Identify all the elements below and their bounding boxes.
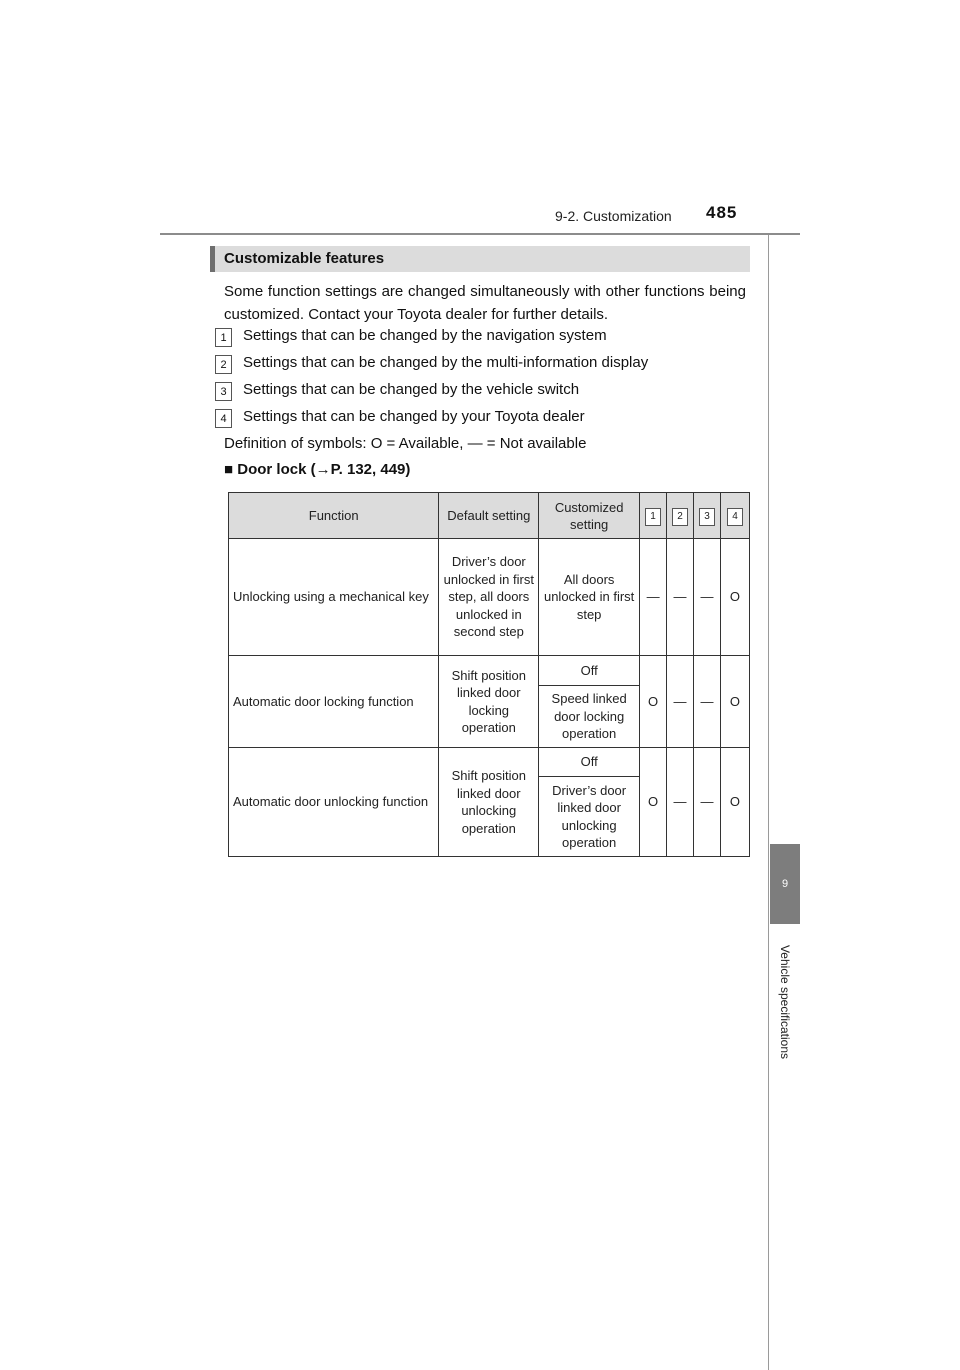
number-1-icon: 1 <box>645 508 661 526</box>
page-reference-link[interactable]: P. 132, 449) <box>330 461 411 478</box>
legend-number: 1 <box>215 328 232 347</box>
availability-cell: O <box>720 656 749 748</box>
section-heading: Customizable features <box>224 250 385 267</box>
intro-paragraph: Some function settings are changed simultaneously with other functions being customized. Contact your Toyota dealer for further details. <box>224 283 746 323</box>
arrow-right-icon: → <box>315 461 331 478</box>
legend-number: 2 <box>215 355 232 374</box>
legend-text: Settings that can be changed by the navigation system <box>243 327 607 344</box>
customized-cell: Speed linked door locking operation <box>539 686 640 748</box>
table-header-row <box>229 493 750 539</box>
legend-number: 4 <box>215 409 232 428</box>
legend-text: Settings that can be changed by the multi-information display <box>243 354 649 371</box>
side-divider <box>768 235 769 1370</box>
table-row <box>229 748 750 777</box>
chapter-title: Vehicle specifications <box>778 944 792 1060</box>
number-2-icon: 2 <box>672 508 688 526</box>
chapter-number: 9 <box>781 878 789 890</box>
availability-cell: — <box>640 539 667 656</box>
function-cell: Automatic door locking function <box>229 656 439 748</box>
legend-text: Settings that can be changed by the vehicle switch <box>243 381 580 398</box>
customized-cell: All doors unlocked in first step <box>539 539 640 656</box>
heading-accent <box>210 246 215 272</box>
square-bullet-icon: ■ <box>224 461 234 478</box>
door-lock-table <box>228 492 750 857</box>
availability-cell: — <box>667 656 694 748</box>
function-cell: Unlocking using a mechanical key <box>229 539 439 656</box>
availability-cell: O <box>640 748 667 857</box>
header-default-setting: Default setting <box>439 493 539 539</box>
header-col-2 <box>667 493 694 539</box>
chapter-title-vertical <box>770 932 800 1072</box>
default-cell: Shift position linked door locking operation <box>439 656 539 748</box>
header-col-1 <box>640 493 667 539</box>
customized-cell: Off <box>539 656 640 686</box>
availability-cell: — <box>694 539 721 656</box>
header-col-4 <box>720 493 749 539</box>
subheading-text: Door lock ( <box>237 461 316 478</box>
customized-cell: Off <box>539 748 640 777</box>
header-customized-setting: Customized setting <box>539 493 640 539</box>
availability-cell: O <box>640 656 667 748</box>
table-row <box>229 539 750 656</box>
header-function: Function <box>229 493 439 539</box>
number-4-icon: 4 <box>727 508 743 526</box>
header-col-3 <box>694 493 721 539</box>
availability-cell: — <box>667 748 694 857</box>
availability-cell: O <box>720 539 749 656</box>
section-heading-bar <box>210 246 750 272</box>
default-cell: Driver’s door unlocked in first step, all doors unlocked in second step <box>439 539 539 656</box>
legend-number: 3 <box>215 382 232 401</box>
chapter-tab <box>770 844 800 924</box>
customized-cell: Driver’s door linked door unlocking operation <box>539 777 640 857</box>
legend-text: Settings that can be changed by your Toyota dealer <box>243 408 585 425</box>
availability-cell: — <box>694 656 721 748</box>
number-3-icon: 3 <box>699 508 715 526</box>
section-title: 9-2. Customization <box>555 208 672 224</box>
header-rule <box>160 233 800 235</box>
availability-cell: — <box>694 748 721 857</box>
subheading-door-lock <box>224 461 410 478</box>
table-row <box>229 656 750 686</box>
availability-cell: — <box>667 539 694 656</box>
symbol-definition: Definition of symbols: O = Available, — = Not available <box>224 435 587 452</box>
default-cell: Shift position linked door unlocking operation <box>439 748 539 857</box>
function-cell: Automatic door unlocking function <box>229 748 439 857</box>
page-number: 485 <box>706 203 738 222</box>
availability-cell: O <box>720 748 749 857</box>
